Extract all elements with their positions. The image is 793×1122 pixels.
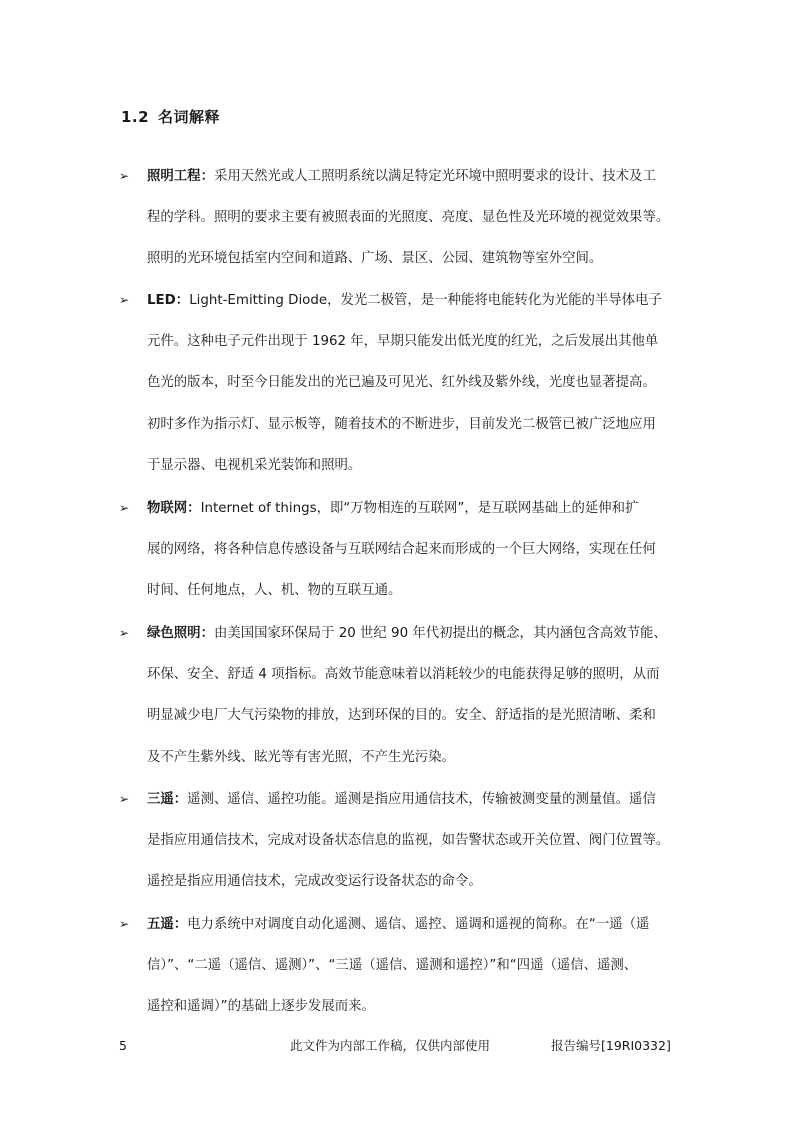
term-line: 环保、安全、舒适 4 项指标。高效节能意味着以消耗较少的电能获得足够的照明，从而 bbox=[147, 667, 660, 683]
section-number: 1.2 bbox=[121, 108, 150, 126]
term-line: 照明的光环境包括室内空间和道路、广场、景区、公园、建筑物等室外空间。 bbox=[147, 251, 603, 267]
term-line: 及不产生紫外线、眩光等有害光照，不产生光污染。 bbox=[147, 749, 455, 765]
term-line bbox=[147, 280, 674, 321]
page-footer bbox=[0, 1035, 793, 1057]
bullet-arrow-icon: ➢ bbox=[119, 792, 130, 806]
confidential-notice: 此文件为内部工作稿，仅供内部使用 bbox=[290, 1038, 491, 1053]
term-label: 物联网 bbox=[147, 501, 188, 516]
term-label: LED bbox=[147, 293, 176, 308]
page-number: 5 bbox=[119, 1038, 127, 1053]
bullet-arrow-icon: ➢ bbox=[119, 293, 130, 307]
term-line bbox=[147, 779, 674, 820]
term-line: 明显减少电厂大气污染物的排放，达到环保的目的。安全、舒适指的是光照清晰、柔和 bbox=[147, 708, 656, 724]
term-label: 照明工程 bbox=[147, 169, 201, 184]
term-line: 信）”、“二遥（遥信、遥测）”、“三遥（遥信、遥测和遥控）”和“四遥（遥信、遥测、 bbox=[147, 958, 638, 974]
bullet-arrow-icon: ➢ bbox=[119, 626, 130, 640]
bullet-arrow-icon: ➢ bbox=[119, 917, 130, 931]
term-line bbox=[147, 488, 674, 529]
term-line: 程的学科。照明的要求主要有被照表面的光照度、亮度、显色性及光环境的视觉效果等。 bbox=[147, 210, 670, 226]
section-title: 名词解释 bbox=[158, 108, 221, 126]
section-heading bbox=[121, 106, 220, 128]
term-separator: ： bbox=[173, 917, 188, 932]
term-separator: ： bbox=[187, 501, 201, 516]
term-line: 遥控和遥调）”的基础上逐步发展而来。 bbox=[147, 999, 375, 1015]
term-text: 遥测、遥信、遥控功能。遥测是指应用通信技术，传输被测变量的测量值。遥信 bbox=[187, 792, 656, 807]
term-separator: ： bbox=[173, 792, 188, 807]
term-text: 电力系统中对调度自动化遥测、遥信、遥控、遥调和遥视的简称。在“一遥（遥 bbox=[187, 917, 650, 932]
term-line: 初时多作为指示灯、显示板等，随着技术的不断进步，目前发光二极管已被广泛地应用 bbox=[147, 416, 656, 432]
term-line: 是指应用通信技术，完成对设备状态信息的监视，如告警状态或开关位置、阀门位置等。 bbox=[147, 833, 670, 849]
term-label: 绿色照明 bbox=[147, 626, 201, 641]
term-text: Light-Emitting Diode，发光二极管，是一种能将电能转化为光能的半导体电子 bbox=[189, 293, 662, 308]
term-line: 时间、任何地点，人、机、物的互联互通。 bbox=[147, 583, 402, 599]
term-text: Internet of things，即“万物相连的互联网”，是互联网基础上的延伸和扩 bbox=[200, 501, 639, 516]
term-text: 采用天然光或人工照明系统以满足特定光环境中照明要求的设计、技术及工 bbox=[213, 169, 656, 184]
term-line: 于显示器、电视机采光装饰和照明。 bbox=[147, 457, 362, 473]
term-line bbox=[147, 904, 674, 945]
term-line: 遥控是指应用通信技术，完成改变运行设备状态的命令。 bbox=[147, 874, 482, 890]
bullet-arrow-icon: ➢ bbox=[119, 501, 130, 515]
term-text: 由美国国家环保局于 20 世纪 90 年代初提出的概念，其内涵包含高效节能、 bbox=[213, 626, 667, 641]
term-line: 元件。这种电子元件出现于 1962 年，早期只能发出低光度的红光，之后发展出其他单 bbox=[147, 334, 659, 350]
term-label: 三遥 bbox=[147, 792, 174, 807]
report-id: 报告编号[19RI0332] bbox=[551, 1038, 671, 1053]
term-separator: ： bbox=[200, 169, 214, 184]
term-line: 色光的版本，时至今日能发出的光已遍及可见光、红外线及紫外线，光度也显著提高。 bbox=[147, 375, 656, 391]
term-separator: ： bbox=[175, 293, 190, 308]
term-separator: ： bbox=[200, 626, 214, 641]
bullet-arrow-icon: ➢ bbox=[119, 169, 130, 183]
term-label: 五遥 bbox=[147, 917, 174, 932]
term-line bbox=[147, 613, 674, 654]
term-line bbox=[147, 156, 674, 197]
term-line: 展的网络，将各种信息传感设备与互联网结合起来而形成的一个巨大网络，实现在任何 bbox=[147, 542, 656, 558]
